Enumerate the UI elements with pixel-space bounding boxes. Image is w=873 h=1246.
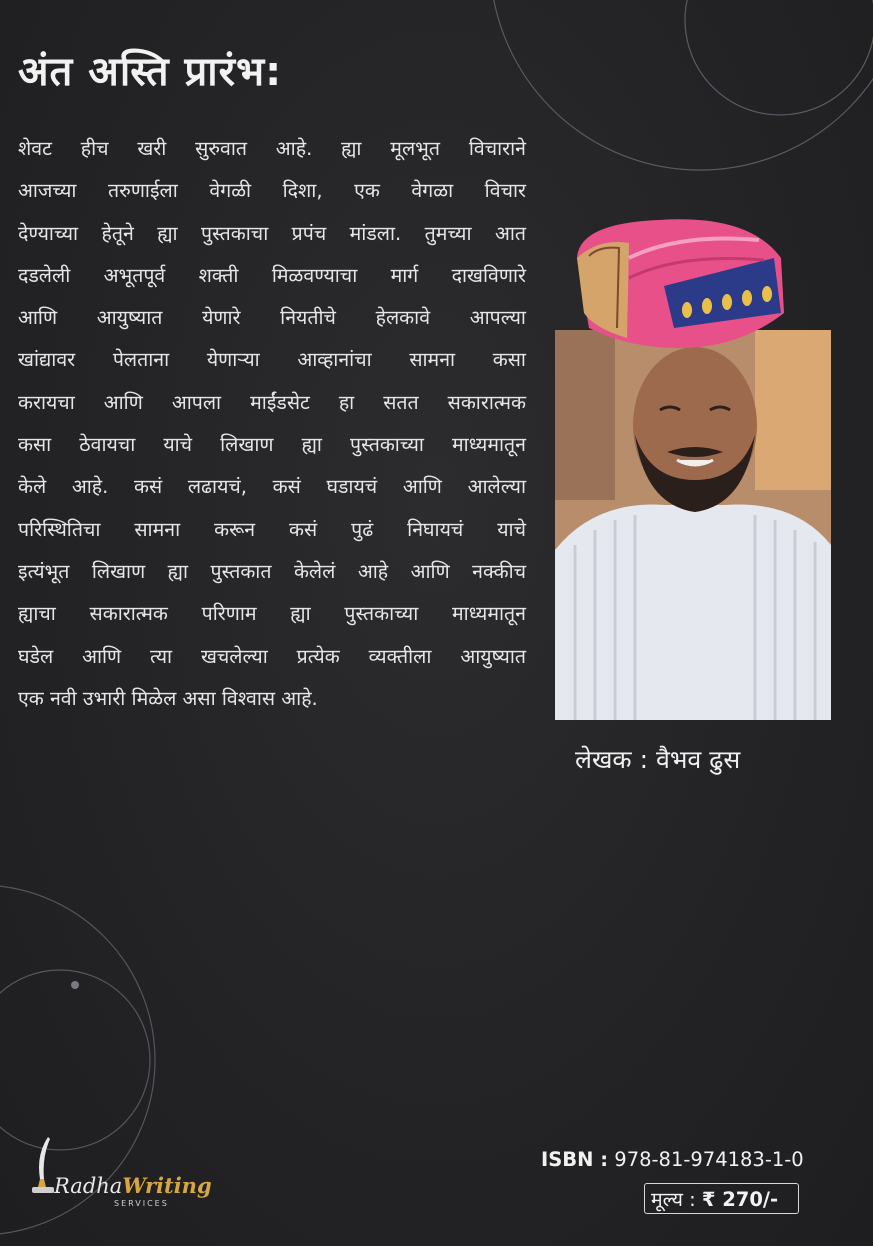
blurb-line: देण्याच्या हेतूने ह्या पुस्तकाचा प्रपंच मांडला. तुमच्या आत [18, 221, 526, 245]
price-value: ₹ 270/- [701, 1188, 779, 1211]
author-credit [575, 742, 740, 776]
blurb-line: खांद्यावर पेलताना येणाऱ्या आव्हानांचा सामना कसा [18, 348, 526, 372]
isbn-value: 978-81-974183-1-0 [614, 1148, 804, 1171]
publisher-subtitle: SERVICES [114, 1199, 169, 1208]
blurb-line: ह्याचा सकारात्मक परिणाम ह्या पुस्तकाच्या माध्यमातून [18, 602, 526, 626]
author-name: वैभव ढुस [655, 745, 741, 774]
author-separator: : [639, 745, 648, 774]
publisher-logo [26, 1135, 212, 1215]
author-portrait [555, 330, 831, 720]
blurb-line: इत्यंभूत लिखाण ह्या पुस्तकात केलेलं आहे आणि नक्कीच [18, 559, 526, 583]
blurb-line: आजच्या तरुणाईला वेगळी दिशा, एक वेगळा विचार [18, 179, 526, 203]
blurb-line: घडेल आणि त्या खचलेल्या प्रत्येक व्यक्तीला आयुष्यात [18, 644, 526, 668]
blurb-line: दडलेली अभूतपूर्व शक्ती मिळवण्याचा मार्ग दाखविणारे [18, 263, 526, 287]
book-blurb [18, 128, 526, 720]
blurb-line: आणि आयुष्यात येणारे नियतीचे हेलकावे आपल्या [18, 306, 526, 330]
blurb-line: एक नवी उभारी मिळेल असा विश्वास आहे. [18, 686, 318, 710]
publisher-name [54, 1173, 212, 1198]
book-title: अंत अस्ति प्रारंभ: [18, 49, 283, 95]
publisher-name-b: Writing [122, 1173, 212, 1198]
blurb-line: शेवट हीच खरी सुरुवात आहे. ह्या मूलभूत विचाराने [18, 137, 526, 160]
isbn-label: ISBN : [541, 1148, 609, 1171]
blurb-line: कसा ठेवायचा याचे लिखाण ह्या पुस्तकाच्या माध्यमातून [18, 433, 526, 457]
price-label: मूल्य : [651, 1188, 696, 1211]
blurb-line: परिस्थितिचा सामना करून कसं पुढं निघायचं याचे [18, 517, 526, 541]
author-label: लेखक [575, 745, 632, 774]
turban-illustration [569, 218, 789, 368]
blurb-line: केले आहे. कसं लढायचं, कसं घडायचं आणि आलेल्या [18, 475, 526, 499]
blurb-line: करायचा आणि आपला माईंडसेट हा सतत सकारात्मक [18, 390, 526, 414]
price-box [644, 1183, 799, 1214]
publisher-name-a: Radha [54, 1174, 123, 1198]
isbn [541, 1148, 804, 1171]
author-portrait-illustration [555, 330, 831, 720]
